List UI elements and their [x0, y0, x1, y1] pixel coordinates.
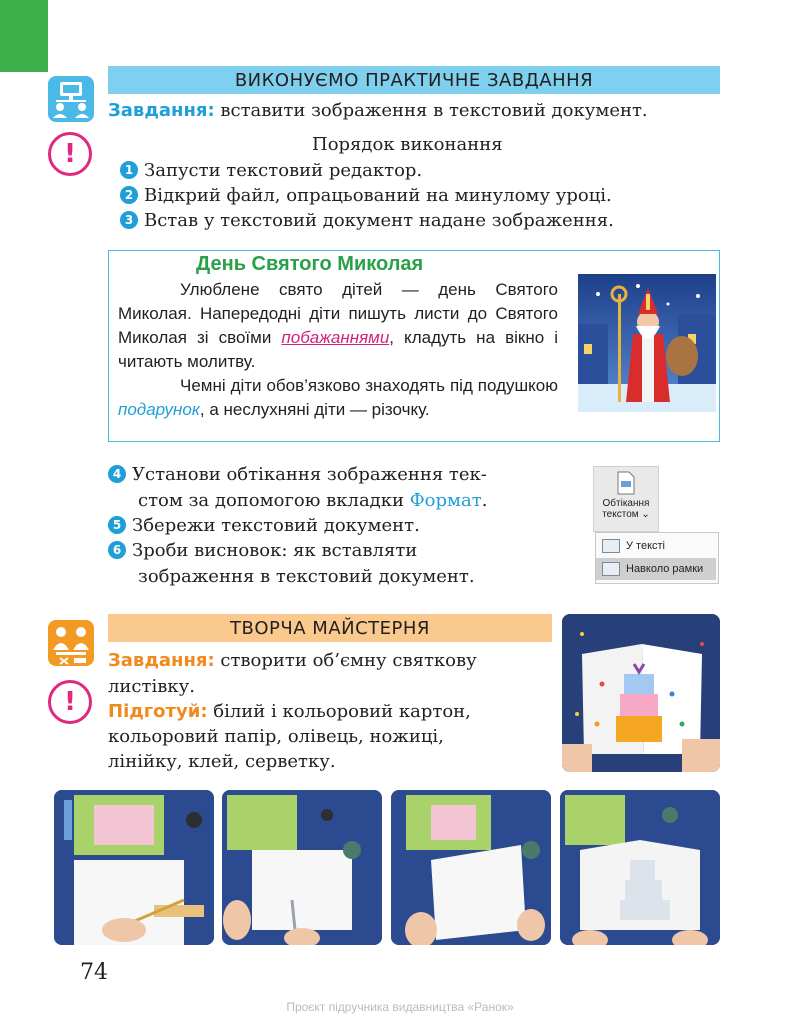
- step-photo-drawing: [54, 790, 214, 945]
- creative-task-text: створити об’ємну святкову: [220, 650, 477, 671]
- paragraph-text: Чемні діти обов’язково знаходять під подушкою: [180, 376, 558, 395]
- step-text: .: [481, 490, 488, 511]
- craft-people-icon: [48, 620, 94, 666]
- step-text: Запусти текстовий редактор.: [144, 160, 423, 181]
- document-paragraph: [118, 374, 558, 422]
- practical-header: ВИКОНУЄМО ПРАКТИЧНЕ ЗАВДАННЯ: [108, 66, 720, 94]
- step-item-continued: [138, 488, 487, 514]
- wrap-text-menu: [595, 532, 719, 584]
- finished-card-photo: [562, 614, 720, 772]
- step-number: 2: [120, 186, 138, 204]
- step-number: 4: [108, 465, 126, 483]
- wishes-link[interactable]: побажаннями: [281, 328, 390, 347]
- step-text: стом за допомогою вкладки: [138, 490, 410, 511]
- menu-item-label: Навколо рамки: [626, 563, 704, 575]
- practical-task-label: Завдання:: [108, 100, 215, 121]
- preparation-text: білий і кольоровий картон,: [213, 701, 471, 722]
- page-number: 74: [80, 960, 108, 985]
- step-text: Збережи текстовий документ.: [132, 515, 420, 536]
- creative-task-continued: листівку.: [108, 676, 195, 697]
- menu-item-inline[interactable]: [596, 535, 716, 557]
- step-item-continued: зображення в текстовий документ.: [138, 566, 475, 587]
- step-item: [120, 183, 612, 209]
- computer-users-icon: [48, 76, 94, 122]
- step-item: [120, 158, 422, 184]
- step-text: Зроби висновок: як вставляти: [132, 540, 418, 561]
- exclamation-icon: !: [48, 680, 92, 724]
- order-title: Порядок виконання: [312, 134, 503, 155]
- step-text: Установи обтікання зображення тек-: [132, 464, 487, 485]
- saint-nicholas-illustration: [578, 274, 716, 412]
- creative-task: [108, 648, 477, 674]
- inline-wrap-icon: [602, 539, 620, 553]
- wrap-text-button[interactable]: [593, 466, 659, 532]
- paragraph-text: , а неслухняні діти — різочку.: [199, 400, 430, 419]
- practical-task: [108, 98, 648, 124]
- step-item: [120, 208, 614, 234]
- document-icon: [616, 471, 636, 495]
- step-photo-popup: [560, 790, 720, 945]
- document-paragraph: [118, 278, 558, 374]
- wrap-text-ribbon: [593, 466, 718, 584]
- step-photo-folding: [391, 790, 551, 945]
- chapter-tab: [0, 0, 48, 72]
- step-photo-cutting: [222, 790, 382, 945]
- creative-task-label: Завдання:: [108, 650, 215, 671]
- practical-task-text: вставити зображення в текстовий документ.: [220, 100, 648, 121]
- step-text: Встав у текстовий документ надане зображення.: [144, 210, 614, 231]
- step-text: Відкрий файл, опрацьований на минулому уроці.: [144, 185, 612, 206]
- step-number: 1: [120, 161, 138, 179]
- step-item: [108, 513, 420, 539]
- menu-item-square[interactable]: [596, 558, 716, 580]
- step-item: [108, 538, 417, 564]
- exclamation-icon: !: [48, 132, 92, 176]
- format-tab-link: Формат: [409, 490, 482, 511]
- publisher-footer: Проєкт підручника видавництва «Ранок»: [286, 1000, 514, 1014]
- preparation-label: Підготуй:: [108, 701, 208, 722]
- document-body: [118, 278, 558, 422]
- square-wrap-icon: [602, 562, 620, 576]
- menu-item-label: У тексті: [626, 540, 665, 552]
- paragraph-text: Улюблене свято дітей — день Святого Миколая. Напередодні діти пишуть листи до Святого Миколая зі своїми: [118, 280, 558, 347]
- step-number: 6: [108, 541, 126, 559]
- wrap-text-label: Обтікання: [602, 498, 650, 509]
- wrap-text-label: текстом ⌄: [602, 509, 650, 520]
- preparation-continued: лінійку, клей, серветку.: [108, 751, 336, 772]
- preparation-continued: кольоровий папір, олівець, ножиці,: [108, 726, 444, 747]
- preparation: [108, 699, 471, 725]
- gift-word: подарунок: [118, 400, 200, 419]
- step-item: [108, 462, 487, 488]
- paragraph-text: , кладуть на вікно і читають молитву.: [118, 328, 559, 371]
- step-number: 3: [120, 211, 138, 229]
- step-number: 5: [108, 516, 126, 534]
- creative-header: ТВОРЧА МАЙСТЕРНЯ: [108, 614, 552, 642]
- document-title: День Святого Миколая: [196, 253, 424, 275]
